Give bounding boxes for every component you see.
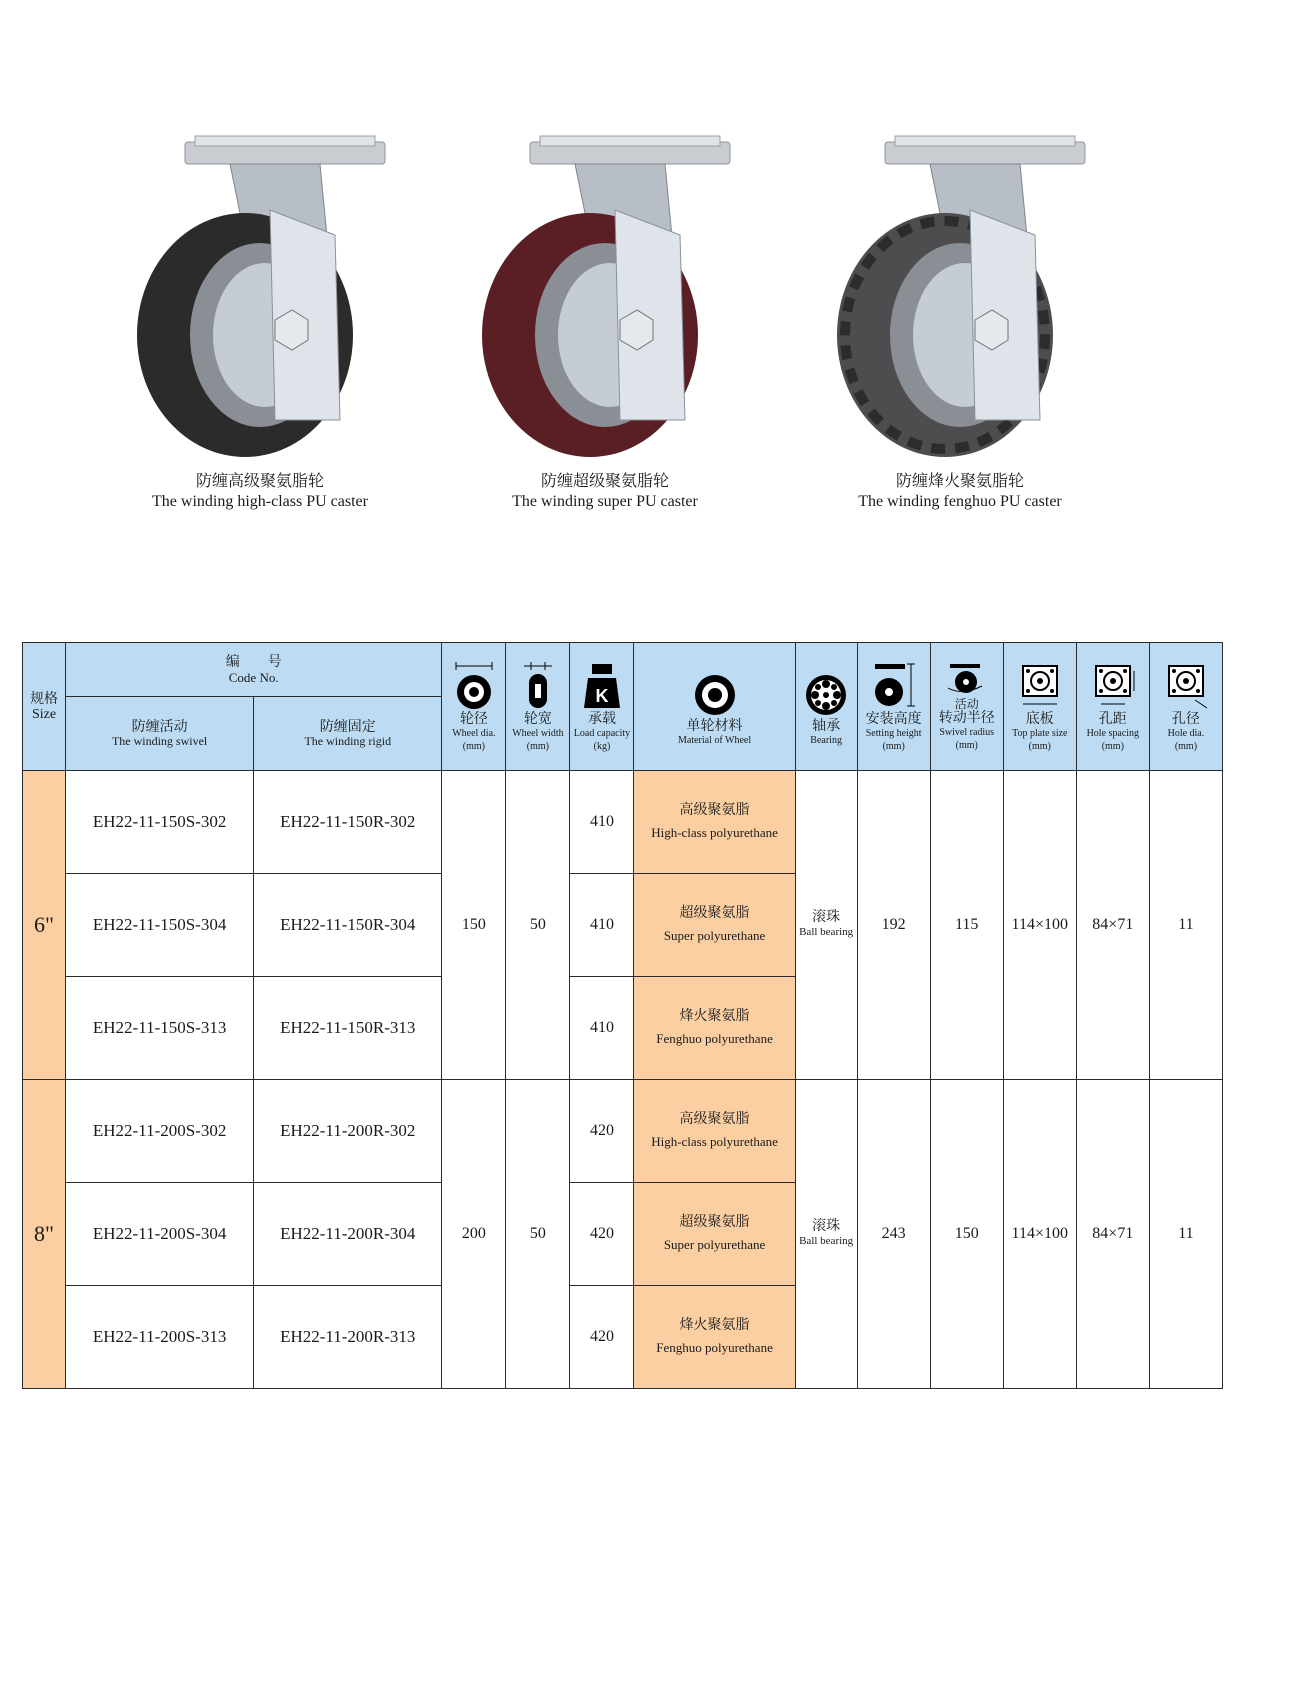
header-swivel-radius: 活动 转动半径 Swivel radius (mm) xyxy=(930,643,1003,771)
product-title-zh: 防缠烽火聚氨脂轮 xyxy=(895,473,1024,490)
caster-image-black xyxy=(120,120,400,460)
hole-dia-value: 11 xyxy=(1149,1080,1222,1389)
header-wheel-dia: 轮径 Wheel dia. (mm) xyxy=(442,643,506,771)
weight-icon xyxy=(580,660,624,710)
header-hole-dia: 孔径 Hole dia. (mm) xyxy=(1149,643,1222,771)
wheel-dia-value: 150 xyxy=(442,771,506,1080)
product-title-en: The winding fenghuo PU caster xyxy=(858,493,1062,510)
wheel-width-icon xyxy=(516,660,560,710)
swivel-code: EH22-11-150S-302 xyxy=(66,771,254,874)
header-bearing: 轴承 Bearing xyxy=(795,643,857,771)
material-cell: 高级聚氨脂 High-class polyurethane xyxy=(634,1080,795,1183)
table-row xyxy=(23,771,1223,874)
product-title-zh: 防缠高级聚氨脂轮 xyxy=(195,473,324,490)
swivel-code: EH22-11-200S-304 xyxy=(66,1183,254,1286)
rigid-code: EH22-11-200R-304 xyxy=(254,1183,442,1286)
size-cell: 6" xyxy=(23,771,66,1080)
swivel-code: EH22-11-200S-313 xyxy=(66,1286,254,1389)
setting-height-icon xyxy=(869,660,919,710)
wheel-dia-value: 200 xyxy=(442,1080,506,1389)
header-load: K 承载 Load capacity (kg) xyxy=(570,643,634,771)
caster-image-maroon xyxy=(465,120,745,460)
product-title-zh: 防缠超级聚氨脂轮 xyxy=(540,473,669,490)
spec-table xyxy=(22,642,1223,1389)
rigid-code: EH22-11-200R-302 xyxy=(254,1080,442,1183)
hole-spacing-value: 84×71 xyxy=(1076,771,1149,1080)
header-code: 编 号 Code No. xyxy=(66,643,442,697)
setting-height-value: 192 xyxy=(857,771,930,1080)
product-gallery xyxy=(110,120,1110,540)
setting-height-value: 243 xyxy=(857,1080,930,1389)
rigid-code: EH22-11-200R-313 xyxy=(254,1286,442,1389)
material-cell: 高级聚氨脂 High-class polyurethane xyxy=(634,771,795,874)
hole-spacing-icon xyxy=(1088,660,1138,710)
load-value: 410 xyxy=(570,977,634,1080)
wheel-material-icon xyxy=(693,667,737,717)
rigid-code: EH22-11-150R-304 xyxy=(254,874,442,977)
swivel-code: EH22-11-150S-313 xyxy=(66,977,254,1080)
bearing-cell: 滚珠 Ball bearing xyxy=(795,1080,857,1389)
load-value: 420 xyxy=(570,1080,634,1183)
swivel-code: EH22-11-150S-304 xyxy=(66,874,254,977)
load-value: 410 xyxy=(570,771,634,874)
caster-image-grey-tread xyxy=(820,120,1100,460)
header-hole-spacing: 孔距 Hole spacing (mm) xyxy=(1076,643,1149,771)
load-value: 410 xyxy=(570,874,634,977)
swivel-radius-icon xyxy=(942,662,992,696)
header-wheel-width: 轮宽 Wheel width (mm) xyxy=(506,643,570,771)
product-card-super xyxy=(455,120,755,511)
ball-bearing-icon xyxy=(804,667,848,717)
rigid-code: EH22-11-150R-302 xyxy=(254,771,442,874)
header-rigid: 防缠固定 The winding rigid xyxy=(254,697,442,771)
material-cell: 烽火聚氨脂 Fenghuo polyurethane xyxy=(634,977,795,1080)
hole-dia-value: 11 xyxy=(1149,771,1222,1080)
header-setting-height: 安装高度 Setting height (mm) xyxy=(857,643,930,771)
product-card-high-class xyxy=(110,120,410,511)
top-plate-icon xyxy=(1015,660,1065,710)
top-plate-value: 114×100 xyxy=(1003,771,1076,1080)
wheel-width-value: 50 xyxy=(506,1080,570,1389)
product-title-en: The winding high-class PU caster xyxy=(152,493,368,510)
material-cell: 超级聚氨脂 Super polyurethane xyxy=(634,874,795,977)
header-material: 单轮材料 Material of Wheel xyxy=(634,643,795,771)
rigid-code: EH22-11-150R-313 xyxy=(254,977,442,1080)
swivel-radius-value: 150 xyxy=(930,1080,1003,1389)
hole-spacing-value: 84×71 xyxy=(1076,1080,1149,1389)
product-card-fenghuo xyxy=(810,120,1110,511)
load-value: 420 xyxy=(570,1286,634,1389)
swivel-code: EH22-11-200S-302 xyxy=(66,1080,254,1183)
product-title-en: The winding super PU caster xyxy=(512,493,698,510)
table-row xyxy=(23,1080,1223,1183)
wheel-width-value: 50 xyxy=(506,771,570,1080)
hole-diameter-icon xyxy=(1161,660,1211,710)
wheel-diameter-icon xyxy=(452,660,496,710)
top-plate-value: 114×100 xyxy=(1003,1080,1076,1389)
bearing-cell: 滚珠 Ball bearing xyxy=(795,771,857,1080)
header-top-plate: 底板 Top plate size (mm) xyxy=(1003,643,1076,771)
swivel-radius-value: 115 xyxy=(930,771,1003,1080)
header-swivel: 防缠活动 The winding swivel xyxy=(66,697,254,771)
material-cell: 超级聚氨脂 Super polyurethane xyxy=(634,1183,795,1286)
header-size: 规格 Size xyxy=(23,643,66,771)
size-cell: 8" xyxy=(23,1080,66,1389)
load-value: 420 xyxy=(570,1183,634,1286)
material-cell: 烽火聚氨脂 Fenghuo polyurethane xyxy=(634,1286,795,1389)
svg-text:K: K xyxy=(595,686,609,706)
